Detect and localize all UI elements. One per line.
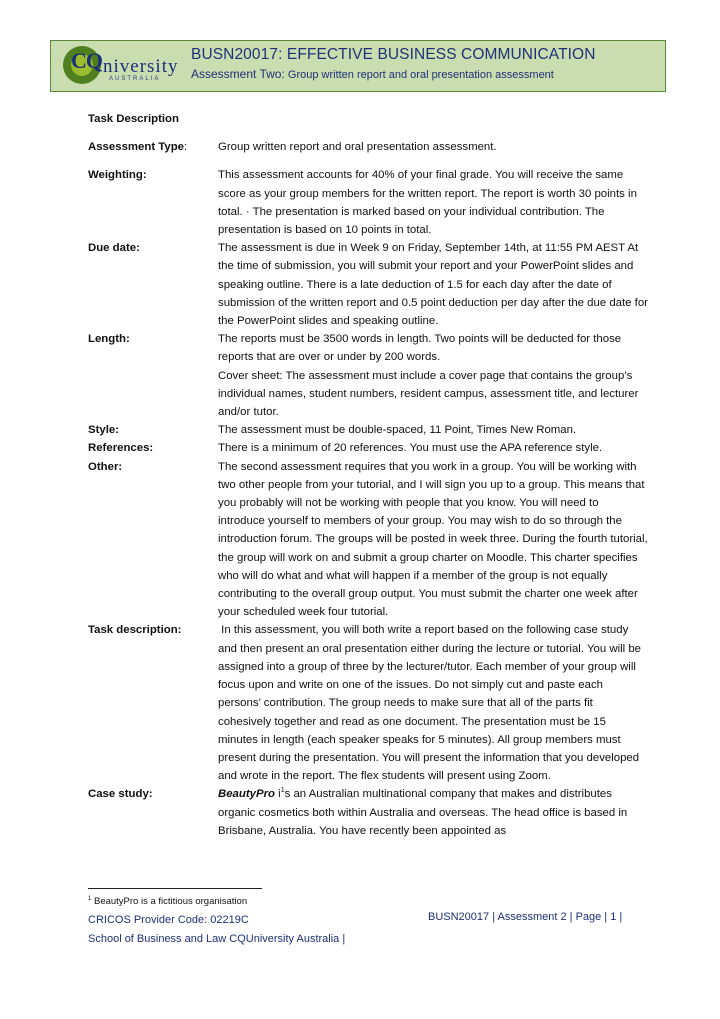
row-task-description <box>88 621 648 785</box>
cricos-code: CRICOS Provider Code: 02219C <box>88 914 249 926</box>
label-style: Style: <box>88 424 120 437</box>
label-assessment-type <box>88 138 218 156</box>
label-due-date: Due date: <box>88 242 140 255</box>
label-other: Other: <box>88 460 123 473</box>
label-weighting: Weighting: <box>88 169 147 182</box>
company-name: BeautyPro <box>218 788 275 801</box>
cqu-logo <box>63 46 181 86</box>
row-other <box>88 458 648 622</box>
row-length <box>88 330 648 421</box>
footer-left <box>88 911 345 949</box>
value-assessment-type: Group written report and oral presentation assessment. <box>218 141 497 154</box>
label-length: Length: <box>88 333 130 346</box>
label-references: References: <box>88 442 154 455</box>
row-due-date <box>88 239 648 330</box>
logo-letters: CQ <box>71 48 102 73</box>
subtitle-prefix: Assessment Two: <box>191 67 285 81</box>
value-length <box>218 330 648 421</box>
assessment-subtitle <box>191 67 554 81</box>
subtitle-rest: Group written report and oral presentation assessment <box>284 69 554 81</box>
footnote <box>88 896 247 907</box>
value-references: There is a minimum of 20 references. You must use the APA reference style. <box>218 442 603 455</box>
length-text: The reports must be 3500 words in length. Two points will be deducted for those reports that are over or under by 200 words. <box>218 333 622 364</box>
logo-sub: AUSTRALIA <box>109 76 161 82</box>
row-case-study <box>88 785 648 840</box>
footnote-text: BeautyPro is a fictitious organisation <box>91 896 248 907</box>
row-references <box>88 439 648 457</box>
page-header <box>50 40 666 92</box>
row-weighting <box>88 166 648 239</box>
value-case-study <box>218 785 648 840</box>
logo-word: niversity <box>103 56 179 77</box>
school-name: School of Business and Law CQUniversity Australia | <box>88 933 346 945</box>
label-task-description: Task description: <box>88 624 182 637</box>
document-body <box>88 110 648 840</box>
row-assessment-type <box>88 138 648 156</box>
label-colon: : <box>184 141 188 154</box>
footnote-mark: 1 <box>88 895 92 902</box>
value-other: The second assessment requires that you work in a group. You will be working with two other people from your tutorial, and I will sign you up to a group. This means that you probably will not be working with people that you know. You will need to introduce yourself to members of your group. You may wish to do so through the introduction forum. The groups will be posted in week three. During the fourth tutorial, the group will work on and submit a group charter on Moodle. This charter specifies who will do what and what will happen if a member of the group is not equally contributing to the overall group output. You must submit the charter one week after your scheduled week four tutorial. <box>218 460 648 619</box>
value-task-description: In this assessment, you will both write a report based on the following case study and then present an oral presentation either during the lecture or tutorial. You will be assigned into a group of three by the lecturer/tutor. Each member of your group will focus upon and write on one of the issues. Do not simply cut and paste each persons’ contribution. The group needs to make sure that all of the parts fit cohesively together and read as one document. The presentation must be 15 minutes in length (each speaker speaks for 5 minutes). All group members must present during the presentation. You will present the information that you developed and wrote in the report. The flex students will present using Zoom. <box>218 624 645 783</box>
footnote-divider <box>88 888 262 889</box>
footer-page-info: BUSN20017 | Assessment 2 | Page | 1 | <box>428 911 623 923</box>
value-weighting: This assessment accounts for 40% of your final grade. You will receive the same score as your group members for the written report. The report is worth 30 points in total. · The presentation is marked based on your individual contribution. The presentation is based on 10 points in total. <box>218 169 637 237</box>
case-text: s an Australian multinational company that makes and distributes organic cosmetics both within Australia and overseas. The head office is based in Brisbane, Australia. You have recently been appointed as <box>218 788 628 837</box>
row-style <box>88 421 648 439</box>
case-mid: i <box>274 788 281 801</box>
cover-sheet-text: Cover sheet: The assessment must include a cover page that contains the group’s individual names, student numbers, resident campus, assessment title, and lecturer and/or tutor. <box>218 369 639 419</box>
value-style: The assessment must be double-spaced, 11 Point, Times New Roman. <box>218 424 577 437</box>
label-text: Assessment Type <box>88 141 185 154</box>
value-due-date: The assessment is due in Week 9 on Friday, September 14th, at 11:55 PM AEST At the time of submission, you will submit your report and your PowerPoint slides and speaking outline. There is a late deduction of 1.5 for each day after the date of submission of the written report and 0.5 point deduction per day after the due date for the PowerPoint slides and speaking outline. <box>218 242 648 328</box>
course-title: BUSN20017: EFFECTIVE BUSINESS COMMUNICATION <box>191 46 596 63</box>
footnote-ref: 1 <box>280 787 285 795</box>
task-heading: Task Description <box>88 113 179 125</box>
label-case-study: Case study: <box>88 788 153 801</box>
